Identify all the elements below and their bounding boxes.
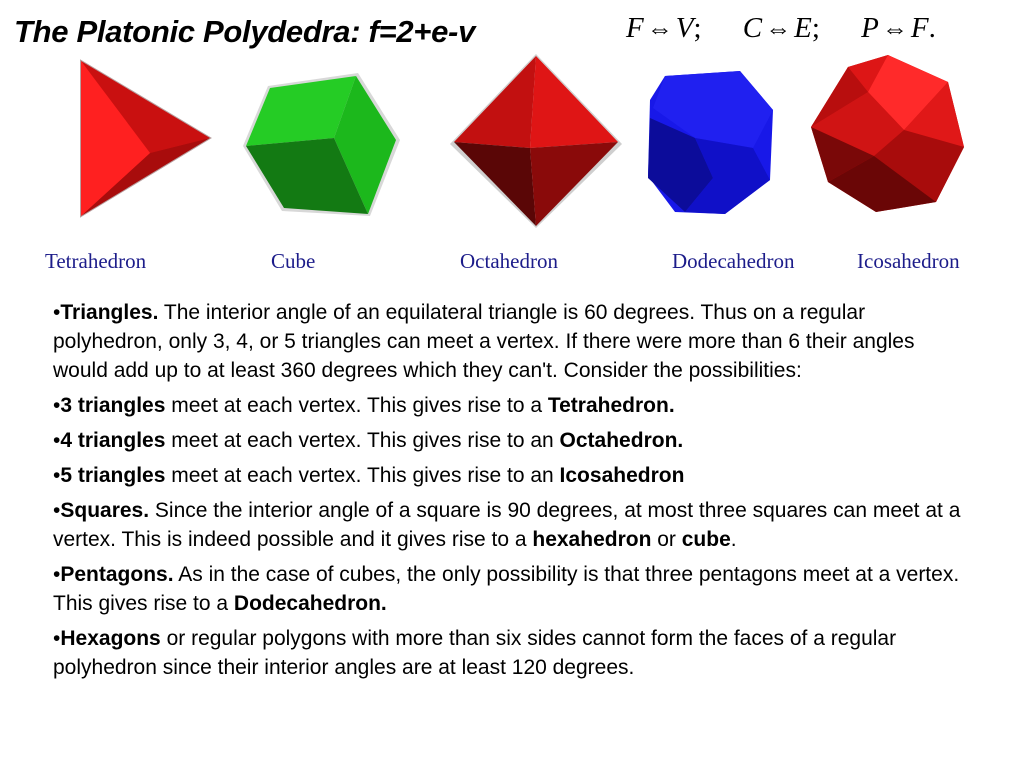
- cube-image: [238, 68, 404, 224]
- duality-pair: P ⇔ F.: [861, 12, 936, 44]
- label-icosahedron: Icosahedron: [857, 249, 960, 273]
- bullet-triangles: •Triangles. The interior angle of an equilateral triangle is 60 degrees. Thus on a regular polyhedron, only 3, 4, or 5 triangles can meet a vertex. If there were more than 6 their angles would add up to at least 360 degrees which they can't. Consider the possibilities:: [53, 301, 915, 382]
- bullet-list: [53, 298, 973, 688]
- label-tetrahedron: Tetrahedron: [45, 249, 147, 273]
- bullet-5-triangles: •5 triangles meet at each vertex. This gives rise to an Icosahedron: [53, 464, 685, 487]
- tetrahedron-image: [78, 58, 213, 218]
- duality-formula: [626, 12, 936, 45]
- bullet-4-triangles: •4 triangles meet at each vertex. This gives rise to an Octahedron.: [53, 429, 684, 452]
- label-cube: Cube: [271, 249, 316, 273]
- bullet-hexagons: •Hexagons or regular polygons with more than six sides cannot form the faces of a regular polyhedron since their interior angles are at least 120 degrees.: [53, 627, 897, 679]
- bullet-3-triangles: •3 triangles meet at each vertex. This gives rise to a Tetrahedron.: [53, 394, 675, 417]
- label-dodecahedron: Dodecahedron: [672, 249, 795, 273]
- duality-pair: F ⇔ V;: [626, 12, 702, 44]
- label-octahedron: Octahedron: [460, 249, 558, 273]
- bullet-pentagons: •Pentagons. As in the case of cubes, the only possibility is that three pentagons meet at a vertex. This gives rise to a Dodecahedron.: [53, 563, 960, 615]
- duality-pair: C ⇔ E;: [742, 12, 820, 44]
- bullet-squares: •Squares. Since the interior angle of a square is 90 degrees, at most three squares can meet at a vertex. This is indeed possible and it gives rise to a hexahedron or cube.: [53, 499, 961, 551]
- octahedron-image: [446, 52, 626, 230]
- slide-title: The Platonic Polydedra: f=2+e-v: [14, 14, 476, 49]
- icosahedron-image: [808, 52, 968, 214]
- dodecahedron-image: [645, 68, 780, 218]
